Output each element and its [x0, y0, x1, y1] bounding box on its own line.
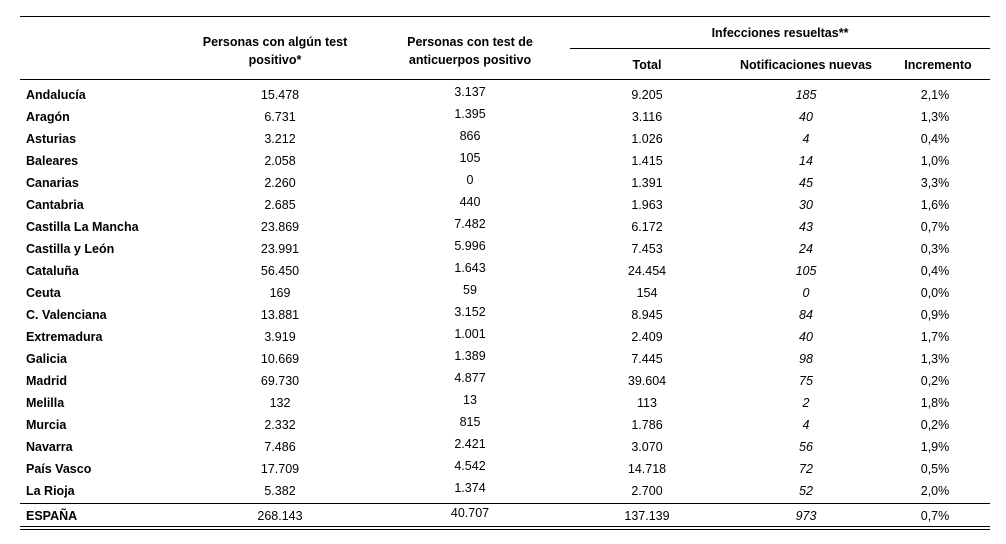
cell-incremento: 0,4%: [920, 132, 950, 146]
cell-anticuerpos: 0: [466, 173, 474, 187]
cell-incremento: 0,3%: [920, 242, 950, 256]
cell-incremento: 3,3%: [920, 176, 950, 190]
cell-nuevas: 40: [799, 330, 813, 344]
cell-incremento: 0,7%: [920, 220, 950, 234]
cell-total: 1.391: [631, 176, 663, 190]
cell-anticuerpos: 1.374: [454, 481, 486, 495]
cell-anticuerpos: 2.421: [454, 437, 486, 451]
cell-total: 1.963: [631, 198, 663, 212]
cell-total: 2.700: [631, 484, 663, 498]
cell-test-positivo: 169: [269, 286, 291, 300]
cell-incremento: 1,0%: [920, 154, 950, 168]
cell-total: 137.139: [624, 509, 670, 523]
cell-anticuerpos: 105: [459, 151, 481, 165]
row-label: Navarra: [26, 440, 73, 454]
cell-test-positivo: 2.058: [264, 154, 296, 168]
header-anticuerpos: [385, 33, 555, 69]
table-row-total: [0, 505, 1006, 527]
row-label: C. Valenciana: [26, 308, 107, 322]
row-label: Canarias: [26, 176, 79, 190]
row-label: Melilla: [26, 396, 65, 410]
cell-test-positivo: 10.669: [260, 352, 300, 366]
cell-total: 9.205: [631, 88, 663, 102]
bottom-rule-2: [20, 529, 990, 530]
cell-test-positivo: 7.486: [264, 440, 296, 454]
cell-anticuerpos: 3.152: [454, 305, 486, 319]
cell-incremento: 1,3%: [920, 110, 950, 124]
cell-test-positivo: 3.919: [264, 330, 296, 344]
cell-nuevas: 973: [795, 509, 817, 523]
header-anticuerpos-line2: anticuerpos positivo: [408, 53, 532, 67]
cell-nuevas: 56: [799, 440, 813, 454]
cell-nuevas: 72: [799, 462, 813, 476]
header-test-positivo-line1: Personas con algún test: [202, 35, 348, 49]
cell-total: 154: [636, 286, 658, 300]
row-label: Castilla y León: [26, 242, 115, 256]
cell-test-positivo: 15.478: [260, 88, 300, 102]
cell-test-positivo: 132: [269, 396, 291, 410]
cell-total: 1.415: [631, 154, 663, 168]
cell-incremento: 0,7%: [920, 509, 950, 523]
cell-nuevas: 4: [802, 418, 810, 432]
cell-total: 113: [637, 396, 657, 410]
cell-test-positivo: 2.260: [264, 176, 296, 190]
cell-nuevas: 105: [795, 264, 817, 278]
table-row: [0, 480, 1006, 502]
cell-nuevas: 75: [799, 374, 813, 388]
cell-nuevas: 84: [799, 308, 813, 322]
cell-anticuerpos: 815: [459, 415, 481, 429]
cell-anticuerpos: 40.707: [450, 506, 490, 520]
cell-total: 1.786: [631, 418, 663, 432]
cell-anticuerpos: 1.643: [454, 261, 486, 275]
row-label: Extremadura: [26, 330, 103, 344]
group-underline: [570, 48, 990, 49]
cell-test-positivo: 5.382: [264, 484, 296, 498]
cell-nuevas: 24: [799, 242, 813, 256]
cell-nuevas: 185: [795, 88, 817, 102]
cell-anticuerpos: 3.137: [454, 85, 486, 99]
row-label: Andalucía: [26, 88, 86, 102]
cell-test-positivo: 13.881: [260, 308, 300, 322]
cell-incremento: 0,0%: [920, 286, 950, 300]
cell-total: 7.453: [631, 242, 663, 256]
cell-total: 1.026: [631, 132, 663, 146]
cell-incremento: 0,4%: [920, 264, 950, 278]
row-label: Galicia: [26, 352, 67, 366]
row-label: Cantabria: [26, 198, 84, 212]
row-label: País Vasco: [26, 462, 92, 476]
cell-anticuerpos: 1.389: [454, 349, 486, 363]
cell-test-positivo: 2.685: [264, 198, 296, 212]
cell-test-positivo: 56.450: [260, 264, 300, 278]
cell-nuevas: 40: [799, 110, 813, 124]
cell-incremento: 0,5%: [920, 462, 950, 476]
cell-nuevas: 43: [799, 220, 813, 234]
header-infecciones-resueltas: Infecciones resueltas**: [711, 26, 849, 40]
row-label: Madrid: [26, 374, 67, 388]
header-rule: [20, 79, 990, 80]
header-test-positivo-line2: positivo*: [248, 53, 302, 67]
cell-total: 3.070: [631, 440, 663, 454]
row-label: ESPAÑA: [26, 509, 78, 523]
cell-total: 24.454: [627, 264, 667, 278]
row-label: Asturias: [26, 132, 77, 146]
cell-total: 8.945: [631, 308, 663, 322]
cell-incremento: 0,2%: [920, 418, 950, 432]
cell-anticuerpos: 59: [463, 283, 477, 297]
cell-total: 6.172: [631, 220, 663, 234]
cell-nuevas: 2: [802, 396, 810, 410]
cell-test-positivo: 17.709: [260, 462, 300, 476]
cell-incremento: 0,2%: [920, 374, 950, 388]
cell-test-positivo: 2.332: [264, 418, 296, 432]
row-label: Cataluña: [26, 264, 79, 278]
cell-total: 7.445: [631, 352, 663, 366]
cell-incremento: 2,0%: [920, 484, 950, 498]
cell-total: 39.604: [627, 374, 667, 388]
cell-test-positivo: 69.730: [260, 374, 300, 388]
cell-anticuerpos: 13: [463, 393, 477, 407]
header-test-positivo: [190, 33, 360, 69]
cell-nuevas: 30: [799, 198, 813, 212]
bottom-rule-1: [20, 526, 990, 527]
cell-nuevas: 45: [799, 176, 813, 190]
row-label: Aragón: [26, 110, 70, 124]
row-label: Baleares: [26, 154, 79, 168]
cell-test-positivo: 6.731: [264, 110, 296, 124]
row-label: Murcia: [26, 418, 67, 432]
cell-anticuerpos: 4.542: [454, 459, 486, 473]
header-anticuerpos-line1: Personas con test de: [407, 35, 533, 49]
cell-anticuerpos: 4.877: [454, 371, 486, 385]
cell-nuevas: 0: [802, 286, 810, 300]
cell-test-positivo: 23.991: [260, 242, 300, 256]
cell-anticuerpos: 7.482: [454, 217, 486, 231]
row-label: La Rioja: [26, 484, 75, 498]
header-total: Total: [632, 58, 662, 72]
cell-test-positivo: 23.869: [260, 220, 300, 234]
cell-incremento: 1,9%: [920, 440, 950, 454]
cell-incremento: 0,9%: [920, 308, 950, 322]
cell-anticuerpos: 1.001: [454, 327, 486, 341]
cell-incremento: 1,8%: [920, 396, 950, 410]
row-label: Castilla La Mancha: [26, 220, 139, 234]
cell-test-positivo: 268.143: [257, 509, 303, 523]
cell-anticuerpos: 440: [459, 195, 481, 209]
cell-nuevas: 52: [799, 484, 813, 498]
row-label: Ceuta: [26, 286, 61, 300]
cell-total: 3.116: [631, 110, 663, 124]
cell-test-positivo: 3.212: [264, 132, 296, 146]
cell-incremento: 2,1%: [920, 88, 950, 102]
cell-total: 2.409: [631, 330, 663, 344]
top-rule: [20, 16, 990, 17]
cell-total: 14.718: [627, 462, 667, 476]
cell-nuevas: 98: [799, 352, 813, 366]
cell-anticuerpos: 866: [459, 129, 481, 143]
header-notificaciones-nuevas: Notificaciones nuevas: [740, 58, 872, 72]
cell-nuevas: 14: [799, 154, 813, 168]
cell-incremento: 1,6%: [920, 198, 950, 212]
header-incremento: Incremento: [904, 58, 972, 72]
cell-anticuerpos: 1.395: [454, 107, 486, 121]
cell-anticuerpos: 5.996: [454, 239, 486, 253]
cell-incremento: 1,7%: [920, 330, 950, 344]
cell-nuevas: 4: [802, 132, 810, 146]
cell-incremento: 1,3%: [920, 352, 950, 366]
